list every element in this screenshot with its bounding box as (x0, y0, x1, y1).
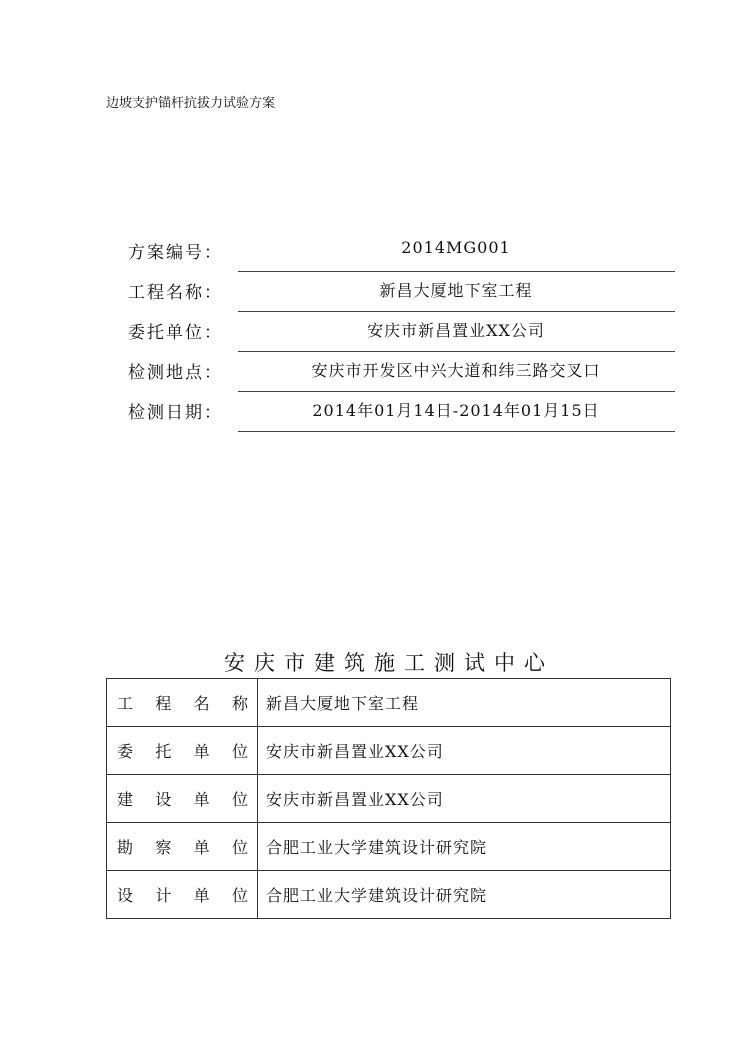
label-char: 程 (155, 694, 172, 713)
organization-title: 安庆市建筑施工测试中心 (224, 651, 554, 675)
info-row-date (128, 392, 676, 432)
info-value: 2014MG001 (401, 238, 511, 257)
info-value: 2014年01月14日-2014年01月15日 (312, 401, 600, 420)
label-char: 单 (193, 790, 210, 809)
page-header-title: 边坡支护锚杆抗拔力试验方案 (106, 96, 276, 111)
info-label: 检测日期： (128, 403, 223, 423)
row-value: 安庆市新昌置业XX公司 (258, 775, 671, 823)
row-value: 合肥工业大学建筑设计研究院 (258, 871, 671, 919)
label-char: 察 (155, 838, 172, 857)
project-details-table (106, 678, 671, 919)
row-label (107, 775, 258, 823)
table-row (107, 727, 671, 775)
row-label (107, 727, 258, 775)
label-char: 设 (155, 790, 172, 809)
info-row-project-name (128, 272, 676, 312)
row-label (107, 871, 258, 919)
table-row (107, 775, 671, 823)
info-row-location (128, 352, 676, 392)
row-value: 合肥工业大学建筑设计研究院 (258, 823, 671, 871)
label-char: 托 (155, 742, 172, 761)
label-char: 单 (193, 838, 210, 857)
label-char: 称 (231, 694, 248, 713)
label-char: 勘 (117, 838, 134, 857)
info-value: 安庆市开发区中兴大道和纬三路交叉口 (311, 361, 601, 380)
label-char: 位 (231, 886, 248, 905)
label-char: 位 (231, 790, 248, 809)
label-char: 设 (117, 886, 134, 905)
info-label: 检测地点： (128, 363, 223, 383)
row-value: 安庆市新昌置业XX公司 (258, 727, 671, 775)
label-char: 委 (117, 742, 134, 761)
row-value: 新昌大厦地下室工程 (258, 679, 671, 727)
table-row (107, 871, 671, 919)
label-char: 位 (231, 838, 248, 857)
row-label (107, 679, 258, 727)
info-label: 委托单位： (128, 323, 223, 343)
label-char: 单 (193, 886, 210, 905)
info-value: 安庆市新昌置业XX公司 (367, 321, 545, 340)
table-row (107, 679, 671, 727)
underline (238, 431, 675, 432)
label-char: 建 (117, 790, 134, 809)
row-label (107, 823, 258, 871)
label-char: 单 (193, 742, 210, 761)
label-char: 名 (193, 694, 210, 713)
label-char: 工 (117, 694, 134, 713)
info-label: 方案编号： (128, 243, 223, 263)
info-row-plan-number (128, 232, 676, 272)
info-label: 工程名称： (128, 283, 223, 303)
table-row (107, 823, 671, 871)
info-row-client (128, 312, 676, 352)
plan-info-block (128, 232, 676, 432)
label-char: 位 (231, 742, 248, 761)
info-value: 新昌大厦地下室工程 (379, 281, 533, 300)
label-char: 计 (155, 886, 172, 905)
